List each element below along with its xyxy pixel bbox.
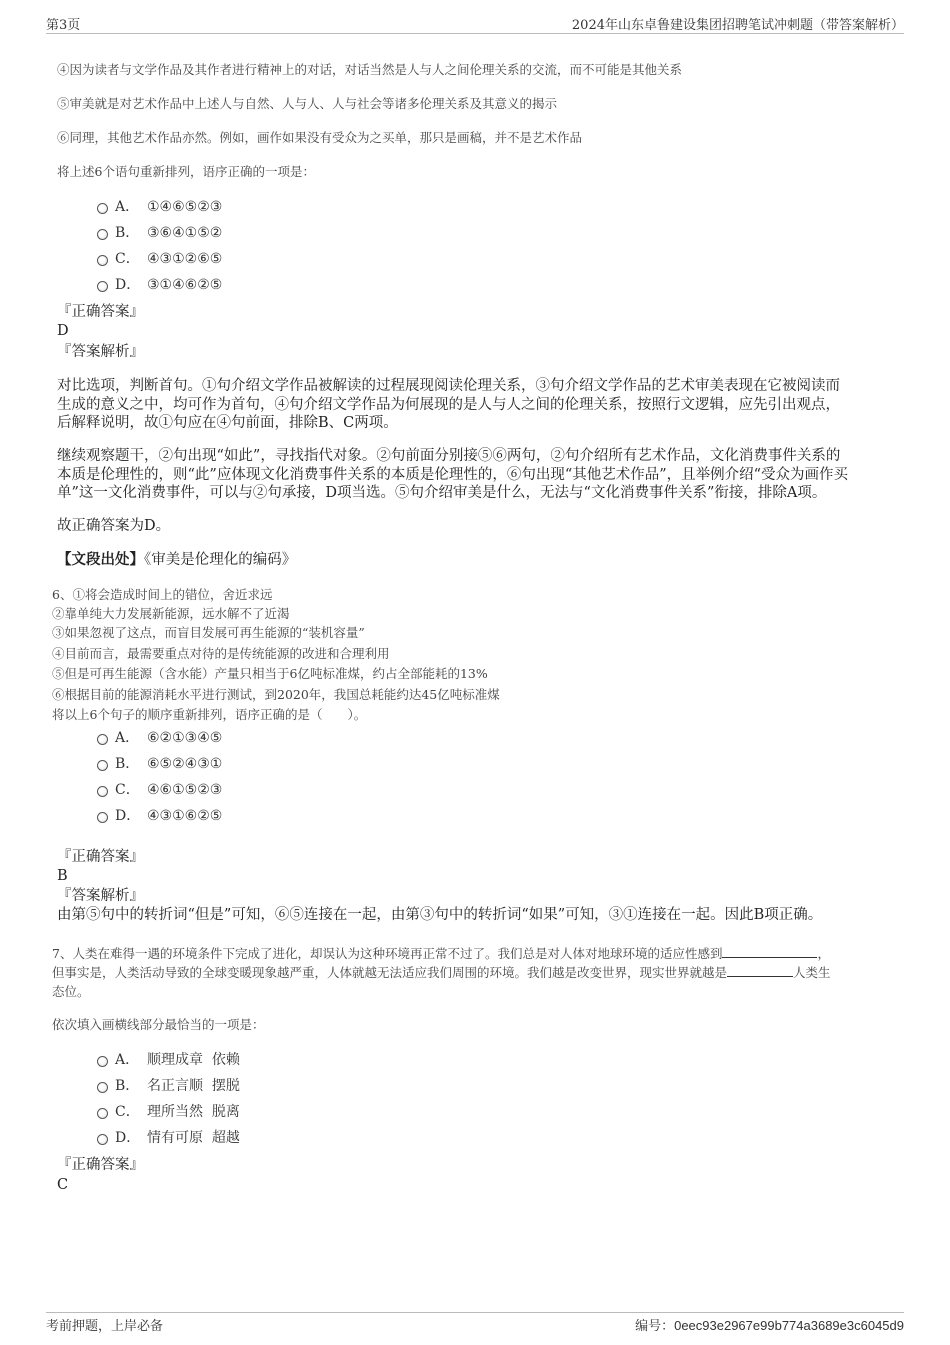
option-text: ⑥⑤②④③① xyxy=(147,756,223,772)
q7-stem-text: 7、人类在难得一遇的环境条件下完成了进化，却误认为这种环境再正常不过了。我们总是对人体对地球环境的适应性感到 xyxy=(52,946,723,961)
q5-sentence-4: ④因为读者与文学作品及其作者进行精神上的对话，对话当然是人与人之间伦理关系的交流，而不可能是其他关系 xyxy=(57,62,683,77)
option-letter: A． xyxy=(115,199,140,215)
q6-line-3: ③如果忽视了这点，而盲目发展可再生能源的“装机容量” xyxy=(52,625,365,640)
q6-line-4: ④目前而言，最需要重点对待的是传统能源的改进和合理利用 xyxy=(52,646,390,661)
radio-icon[interactable] xyxy=(97,255,108,266)
radio-icon[interactable] xyxy=(97,786,108,797)
q6-answer: B xyxy=(57,868,68,884)
option-letter: D． xyxy=(115,808,141,824)
q7-stem-line-3: 态位。 xyxy=(52,984,90,999)
q6-line-2: ②靠单纯大力发展新能源，远水解不了近渴 xyxy=(52,606,290,621)
option-text: 情有可原 超越 xyxy=(147,1130,240,1146)
q6-answer-label: 『正确答案』 xyxy=(57,849,144,865)
q7-answer-label: 『正确答案』 xyxy=(57,1157,144,1173)
option-text: ④③①⑥②⑤ xyxy=(147,808,223,824)
footer-divider xyxy=(46,1312,904,1313)
q6-analysis: 由第⑤句中的转折词“但是”可知，⑥⑤连接在一起，由第③句中的转折词“如果”可知，③①连接在一起。因此B项正确。 xyxy=(57,907,823,923)
q5-analysis-p2-line1: 继续观察题干，②句出现“如此”，寻找指代对象。②句前面分别接⑤⑥两句，②句介绍所有艺术作品，文化消费事件关系的 xyxy=(57,448,841,464)
option-text: ③①④⑥②⑤ xyxy=(147,277,223,293)
q7-stem-line-1 xyxy=(52,943,830,963)
radio-icon[interactable] xyxy=(97,734,108,745)
option-text: 名正言顺 摆脱 xyxy=(147,1078,240,1094)
q5-analysis-p1-line3: 后解释说明，故①句应在④句前面，排除B、C两项。 xyxy=(57,415,398,431)
blank-1 xyxy=(722,943,817,958)
code-value: 0eec93e2967e99b774a3689e3c6045d9 xyxy=(674,1318,904,1333)
q5-source xyxy=(57,550,296,570)
q5-analysis-p2-line3: 单”这一文化消费事件，可以与②句承接，D项当选。⑤句介绍审美是什么，无法与“文化消费事件关系”衔接，排除A项。 xyxy=(57,485,827,501)
option-letter: A． xyxy=(115,1052,140,1068)
source-label: 【文段出处】 xyxy=(57,551,144,568)
document-title: 2024年山东卓鲁建设集团招聘笔试冲刺题（带答案解析） xyxy=(571,18,904,33)
q6-analysis-label: 『答案解析』 xyxy=(57,888,144,904)
option-text: ①④⑥⑤②③ xyxy=(147,199,223,215)
q7-answer: C xyxy=(57,1177,69,1193)
q7-prompt: 依次填入画横线部分最恰当的一项是： xyxy=(52,1017,265,1032)
q5-analysis-p1-line1: 对比选项，判断首句。①句介绍文学作品被解读的过程展现阅读伦理关系，③句介绍文学作品的艺术审美表现在它被阅读而 xyxy=(57,378,840,394)
radio-icon[interactable] xyxy=(97,203,108,214)
q6-line-5: ⑤但是可再生能源（含水能）产量只相当于6亿吨标准煤，约占全部能耗的13% xyxy=(52,666,488,681)
document-code xyxy=(635,1315,904,1334)
option-text: ④⑥①⑤②③ xyxy=(147,782,223,798)
option-letter: B． xyxy=(115,756,140,772)
q5-sentence-5: ⑤审美就是对艺术作品中上述人与自然、人与人、人与社会等诸多伦理关系及其意义的揭示 xyxy=(57,96,558,111)
q7-stem-tail: 人类生 xyxy=(793,965,831,980)
page-number: 第3页 xyxy=(46,18,81,33)
option-text: 顺理成章 依赖 xyxy=(147,1052,240,1068)
q6-line-1: 6、①将会造成时间上的错位，舍近求远 xyxy=(52,587,273,602)
radio-icon[interactable] xyxy=(97,1108,108,1119)
blank-2 xyxy=(727,962,793,977)
option-letter: D． xyxy=(115,277,141,293)
option-text: 理所当然 脱离 xyxy=(147,1104,240,1120)
option-text: ④③①②⑥⑤ xyxy=(147,251,223,267)
header-divider xyxy=(46,33,904,34)
radio-icon[interactable] xyxy=(97,1056,108,1067)
option-letter: C． xyxy=(115,251,140,267)
radio-icon[interactable] xyxy=(97,812,108,823)
q5-prompt: 将上述6个语句重新排列，语序正确的一项是： xyxy=(57,164,315,179)
radio-icon[interactable] xyxy=(97,1082,108,1093)
q5-answer: D xyxy=(57,323,69,339)
q5-analysis-label: 『答案解析』 xyxy=(57,344,144,360)
code-label: 编号： xyxy=(635,1319,675,1334)
q5-answer-label: 『正确答案』 xyxy=(57,304,144,320)
option-letter: B． xyxy=(115,1078,140,1094)
footer-slogan: 考前押题，上岸必备 xyxy=(46,1319,164,1334)
q7-stem-punct: ， xyxy=(817,946,830,961)
radio-icon[interactable] xyxy=(97,760,108,771)
option-text: ③⑥④①⑤② xyxy=(147,225,223,241)
q6-prompt: 将以上6个句子的顺序重新排列，语序正确的是（ ）。 xyxy=(52,707,367,722)
radio-icon[interactable] xyxy=(97,281,108,292)
option-letter: D． xyxy=(115,1130,141,1146)
q5-sentence-6: ⑥同理，其他艺术作品亦然。例如，画作如果没有受众为之买单，那只是画稿，并不是艺术作品 xyxy=(57,130,583,145)
q7-stem-text: 但事实是，人类活动导致的全球变暖现象越严重，人体就越无法适应我们周围的环境。我们越是改变世界，现实世界就越是 xyxy=(52,965,728,980)
q5-analysis-p2-line2: 本质是伦理性的，则“此”应体现文化消费事件关系的本质是伦理性的，⑥句出现“其他艺术作品”，且举例介绍“受众为画作买 xyxy=(57,467,849,483)
q5-analysis-p1-line2: 生成的意义之中，均可作为首句，④句介绍文学作品为何展现的是人与人之间的伦理关系，按照行文逻辑，应先引出观点， xyxy=(57,397,840,413)
option-letter: C． xyxy=(115,1104,140,1120)
q7-stem-line-2 xyxy=(52,962,831,982)
option-letter: B． xyxy=(115,225,140,241)
option-letter: A． xyxy=(115,730,140,746)
q5-conclusion: 故正确答案为D。 xyxy=(57,518,171,534)
radio-icon[interactable] xyxy=(97,1134,108,1145)
option-letter: C． xyxy=(115,782,140,798)
source-text: 《审美是伦理化的编码》 xyxy=(144,552,297,568)
option-text: ⑥②①③④⑤ xyxy=(147,730,223,746)
radio-icon[interactable] xyxy=(97,229,108,240)
q6-line-6: ⑥根据目前的能源消耗水平进行测试，到2020年，我国总耗能约达45亿吨标准煤 xyxy=(52,687,500,702)
